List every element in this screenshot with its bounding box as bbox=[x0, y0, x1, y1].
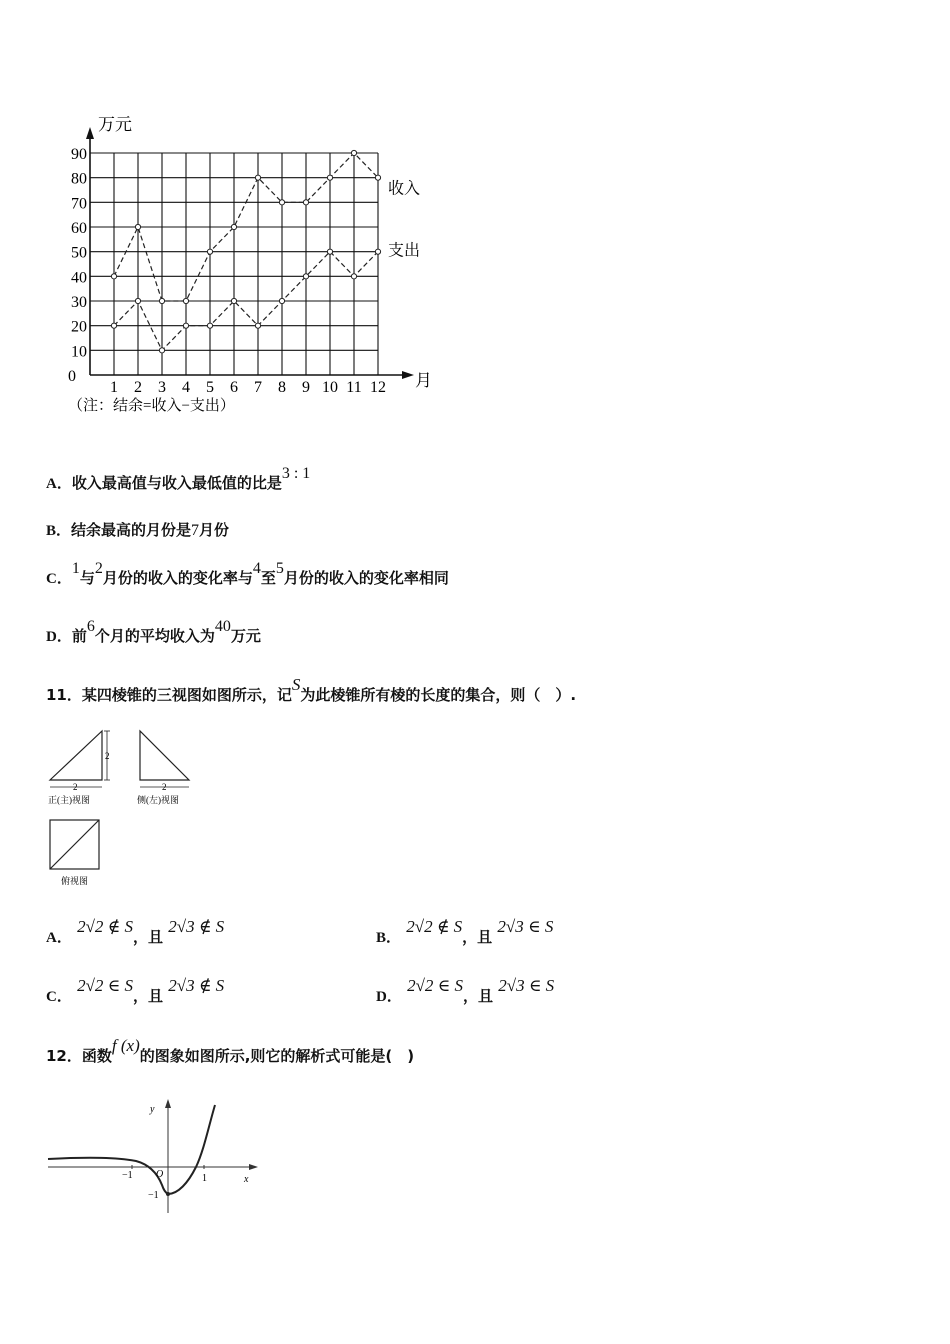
data-point bbox=[159, 348, 164, 353]
data-point bbox=[207, 323, 212, 328]
x-tick-label: 8 bbox=[278, 379, 286, 396]
data-point bbox=[111, 323, 116, 328]
x-tick-label: 6 bbox=[230, 379, 238, 396]
y-axis-label: 万元 bbox=[98, 115, 132, 134]
y-tick-label: 80 bbox=[71, 170, 87, 188]
x-arrow-icon bbox=[249, 1164, 258, 1170]
data-point bbox=[183, 323, 188, 328]
graph-neg1-x-label: −1 bbox=[122, 1170, 133, 1181]
side-view-label: 侧(左)视图 bbox=[137, 795, 179, 805]
q11-option-b: B． 2√2 ∉ S，且 2√3 ∈ S bbox=[376, 917, 554, 946]
legend-label: 支出 bbox=[388, 242, 421, 260]
front-width-dim: 2 bbox=[73, 782, 78, 792]
front-view-label: 正(主)视图 bbox=[48, 795, 90, 805]
income-expense-chart bbox=[50, 105, 450, 425]
y-tick-label: 90 bbox=[71, 146, 87, 163]
x-tick-label: 7 bbox=[254, 379, 262, 396]
function-graph bbox=[46, 1095, 266, 1220]
y-tick-label: 50 bbox=[71, 244, 87, 262]
y-tick-label: 10 bbox=[71, 343, 87, 361]
y-tick-label: 40 bbox=[71, 269, 87, 287]
graph-pos1-label: 1 bbox=[202, 1173, 207, 1184]
q11-stem: 11．某四棱锥的三视图如图所示，记S为此棱锥所有棱的长度的集合，则（ ）. bbox=[46, 675, 577, 704]
top-view-label: 俯视图 bbox=[61, 876, 89, 886]
q10-option-c: C．1与2月份的收入的变化率与4至5月份的收入的变化率相同 bbox=[46, 560, 449, 587]
chart-grid bbox=[90, 153, 378, 375]
front-view bbox=[48, 731, 110, 805]
data-point bbox=[135, 224, 140, 229]
y-tick-label: 70 bbox=[71, 195, 87, 213]
data-point bbox=[327, 249, 332, 254]
q10-option-b: B．结余最高的月份是7月份 bbox=[46, 521, 230, 539]
q11-option-c: C． 2√2 ∈ S，且 2√3 ∉ S bbox=[46, 976, 225, 1005]
x-axis-label: 月 bbox=[415, 371, 432, 390]
data-point bbox=[159, 298, 164, 303]
data-point bbox=[375, 249, 380, 254]
data-point bbox=[303, 200, 308, 205]
three-view-diagram bbox=[44, 725, 214, 895]
graph-origin-label: O bbox=[156, 1169, 164, 1180]
side-view bbox=[137, 731, 189, 805]
data-point bbox=[351, 274, 356, 279]
front-height-dim: 2 bbox=[105, 751, 110, 761]
data-point bbox=[111, 274, 116, 279]
data-point bbox=[279, 200, 284, 205]
q12-stem: 12．函数f (x)的图象如图所示,则它的解析式可能是( ) bbox=[46, 1036, 415, 1065]
top-view bbox=[50, 820, 99, 886]
data-point bbox=[255, 323, 260, 328]
y-tick-label: 0 bbox=[68, 368, 76, 385]
x-tick-label: 2 bbox=[134, 379, 142, 396]
x-tick-label: 12 bbox=[370, 379, 386, 396]
x-tick-label: 9 bbox=[302, 379, 310, 396]
data-point bbox=[231, 298, 236, 303]
legend-label: 收入 bbox=[388, 180, 421, 198]
x-tick-label: 5 bbox=[206, 379, 214, 396]
y-tick-label: 20 bbox=[71, 318, 87, 336]
y-tick-label: 30 bbox=[71, 294, 87, 311]
q11-option-d: D． 2√2 ∈ S，且 2√3 ∈ S bbox=[376, 976, 555, 1005]
chart-note: （注：结余=收入−支出） bbox=[68, 398, 235, 414]
x-axis-arrow-icon bbox=[402, 371, 414, 379]
x-tick-label: 3 bbox=[158, 379, 166, 396]
graph-y-label: y bbox=[150, 1104, 155, 1115]
data-point bbox=[255, 175, 260, 180]
x-tick-label: 11 bbox=[346, 379, 362, 396]
x-tick-label: 4 bbox=[182, 379, 190, 396]
x-tick-label: 1 bbox=[110, 379, 118, 396]
graph-neg1-y-label: −1 bbox=[148, 1190, 159, 1201]
y-axis-arrow-icon bbox=[86, 127, 94, 139]
q11-option-a: A． 2√2 ∉ S，且 2√3 ∉ S bbox=[46, 917, 225, 946]
data-point bbox=[231, 224, 236, 229]
q10-option-a: A．收入最高值与收入最低值的比是3 : 1 bbox=[46, 465, 311, 492]
q10-option-d: D．前6个月的平均收入为40万元 bbox=[46, 618, 261, 645]
x-tick-label: 10 bbox=[322, 379, 338, 396]
data-point bbox=[303, 274, 308, 279]
data-point bbox=[375, 175, 380, 180]
data-point bbox=[327, 175, 332, 180]
side-width-dim: 2 bbox=[162, 782, 167, 792]
data-point bbox=[207, 249, 212, 254]
data-point bbox=[135, 298, 140, 303]
graph-x-label: x bbox=[244, 1174, 249, 1185]
data-point bbox=[351, 150, 356, 155]
y-arrow-icon bbox=[165, 1099, 171, 1108]
data-point bbox=[183, 298, 188, 303]
data-point bbox=[279, 298, 284, 303]
y-tick-label: 60 bbox=[71, 220, 87, 237]
